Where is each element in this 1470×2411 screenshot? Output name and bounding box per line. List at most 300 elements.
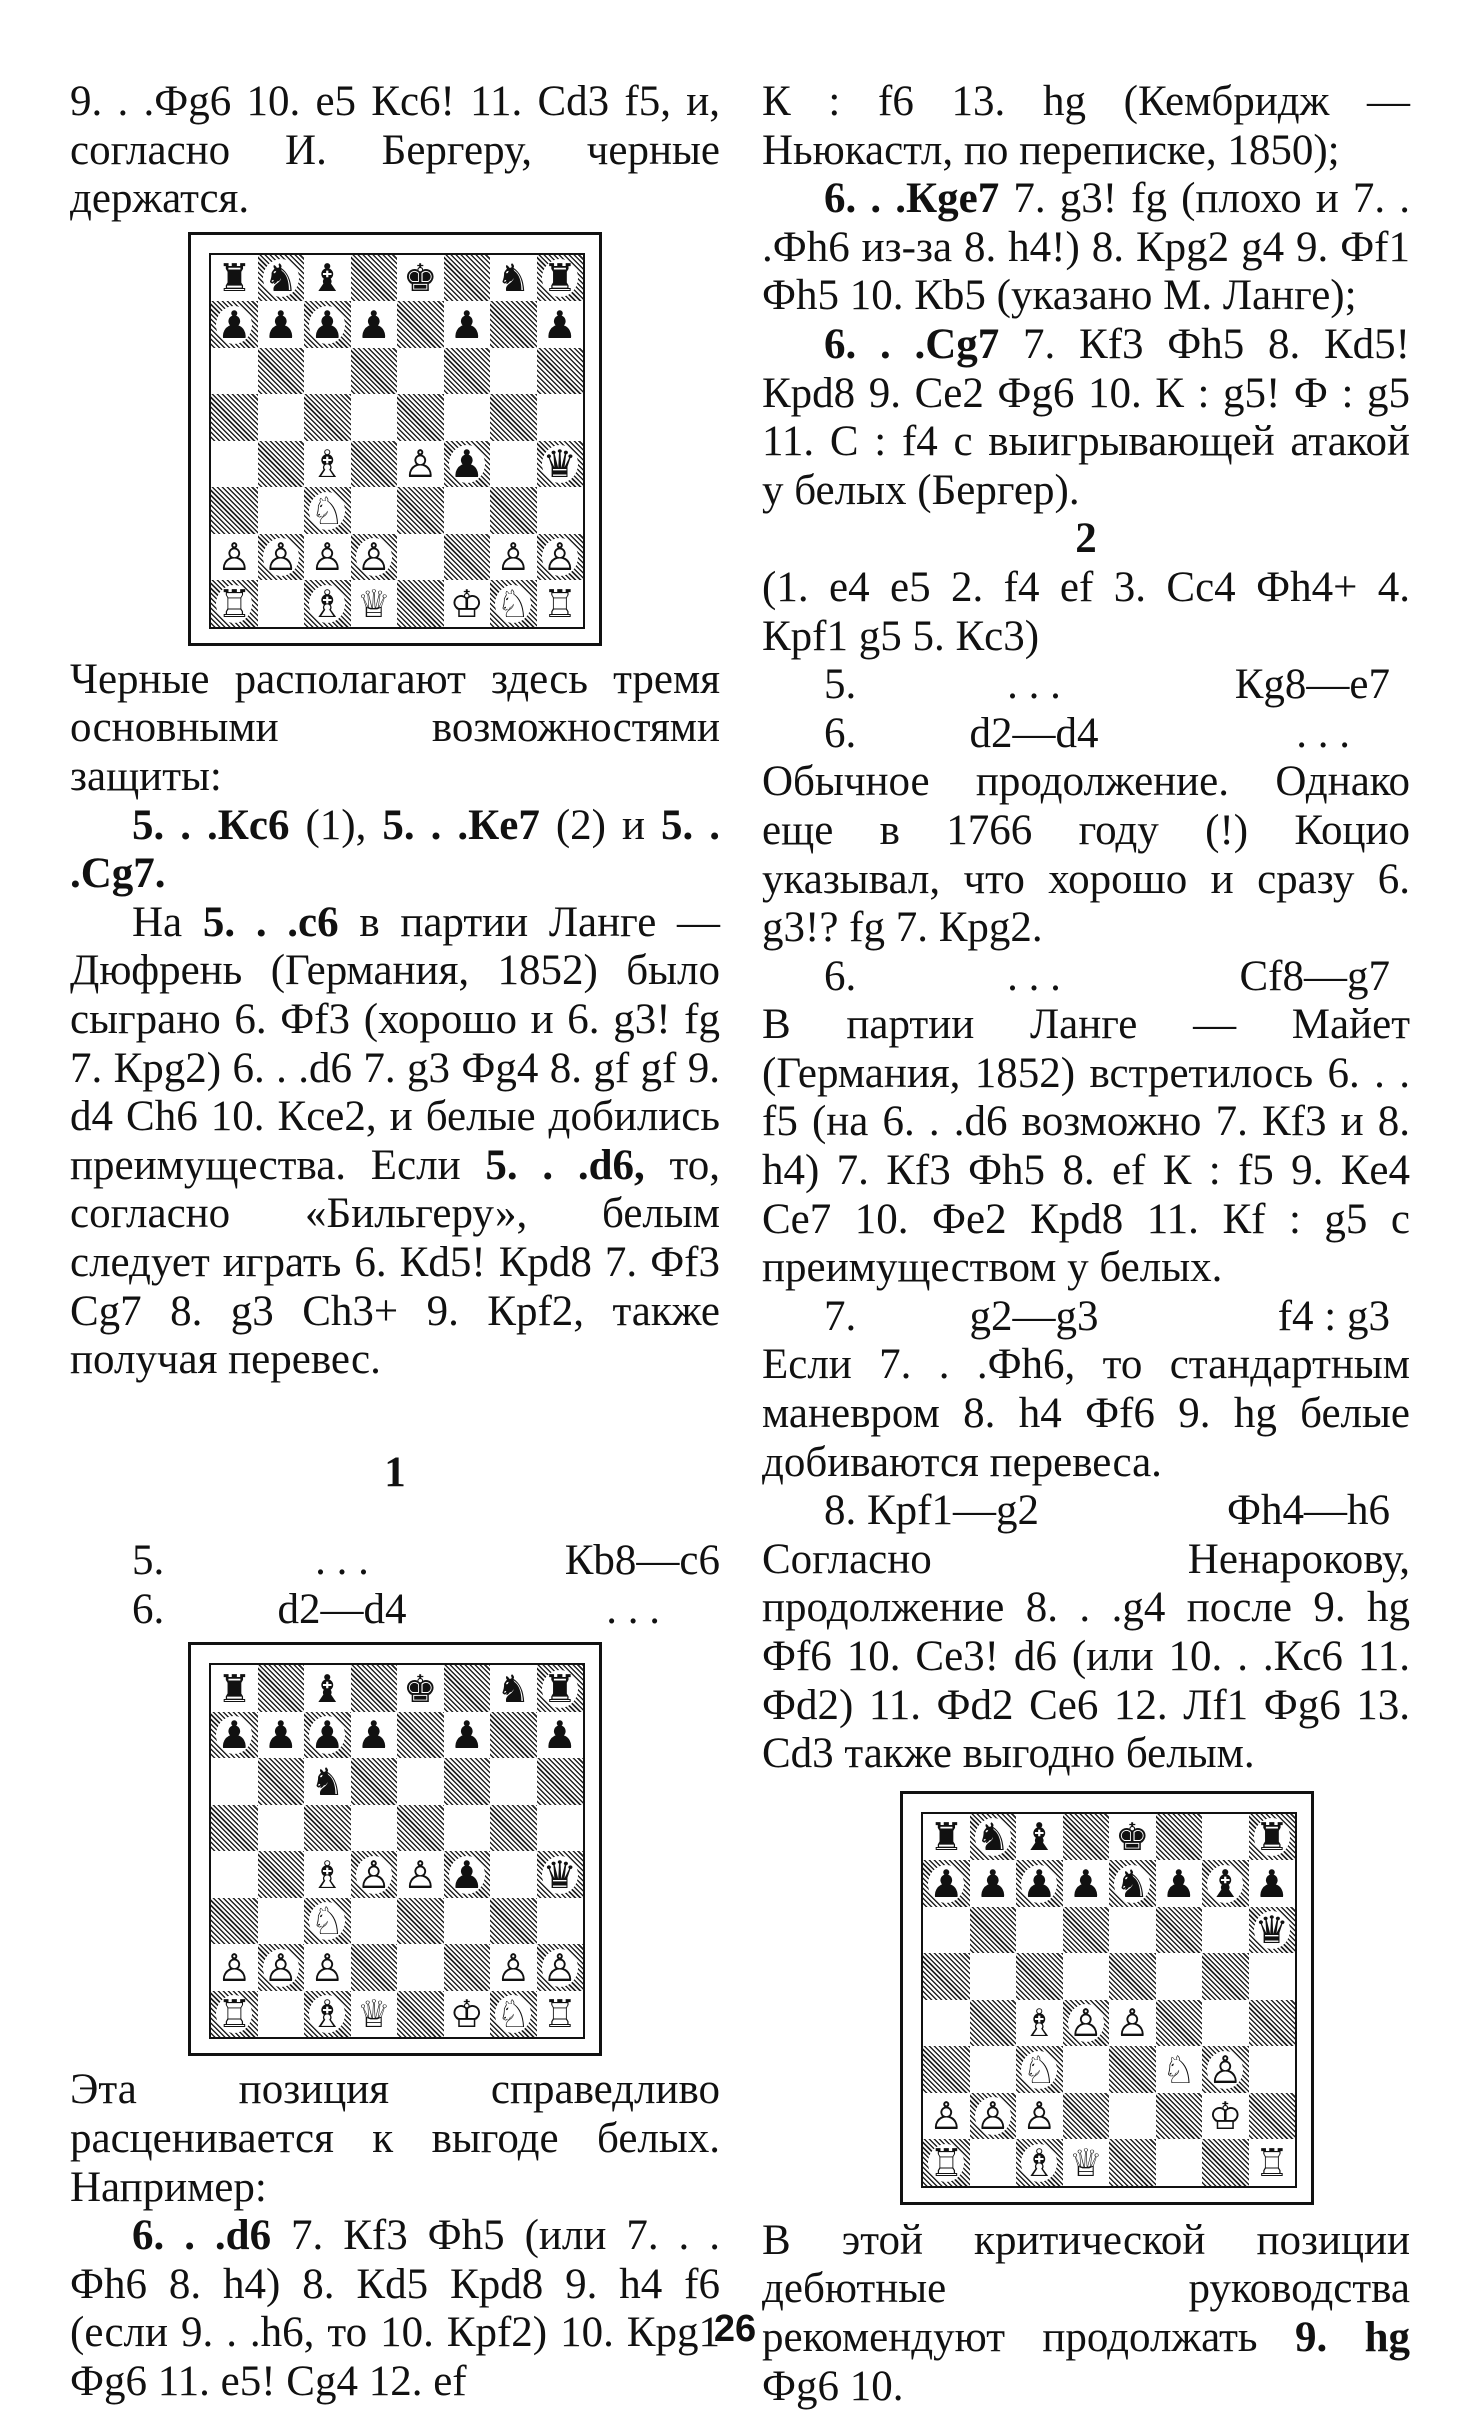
chess-piece: ♙ [929,2094,964,2139]
move-number: 6. [824,709,857,757]
paragraph: В партии Ланге — Майет (Германия, 1852) встретилось 6. . . f5 (на 6. . .d6 возможно 7. Кf3 и 8. h4) 7. Кf3 Фh5 8. ef К : f5 9. Кe4 Ce7 10. Фe2 Кpd8 11. Кf : g5 с преимуществом у белых. [762,1001,1410,1292]
board-square [970,2139,1017,2186]
board-square [258,534,305,581]
board-square [351,1665,398,1712]
paragraph [70,802,720,899]
board-square [304,1805,351,1852]
move-bold: 5. . .Кe7 [382,801,540,849]
board-square [351,1805,398,1852]
chess-piece: ♔ [449,1992,484,2037]
board-square [211,255,258,302]
chess-piece: ♖ [929,2140,964,2185]
board-square [1109,1953,1156,2000]
board-square [1202,2139,1249,2186]
chess-piece: ♟ [1022,1861,1057,1906]
board-square [1063,1860,1110,1907]
chess-piece: ♗ [310,1852,345,1897]
chess-piece: ♕ [356,1992,391,2037]
black-move: Фh4—h6 [1227,1487,1390,1535]
board-square [351,534,398,581]
paragraph [762,175,1410,321]
board-square [1016,1814,1063,1861]
paragraph: (1. e4 e5 2. f4 ef 3. Cc4 Фh4+ 4. Кpf1 g5 5. Кc3) [762,563,1410,660]
white-move: . . . [1007,952,1061,1000]
white-move: 8. Кpf1—g2 [824,1487,1039,1535]
board-square [490,534,537,581]
paragraph: Если 7. . .Фh6, то стандартным маневром 8. h4 Фf6 9. hg белые добиваются перевеса. [762,1341,1410,1486]
paragraph: Обычное продолжение. Однако еще в 1766 году (!) Коцио указывал, что хорошо и сразу 6. g3!? fg 7. Кpg2. [762,758,1410,952]
board-square [970,1860,1017,1907]
board-square [490,487,537,534]
board-square [1202,2093,1249,2140]
board-square [537,487,584,534]
board-square [258,1805,305,1852]
board-square [211,1991,258,2038]
chess-piece: ♔ [1208,2094,1243,2139]
section-number: 2 [1075,515,1097,563]
chess-piece: ♞ [496,256,531,301]
board-square [490,1805,537,1852]
board-square [258,1758,305,1805]
board-square [923,2000,970,2047]
board-square [258,580,305,627]
board-square [397,1758,444,1805]
board-square [351,1991,398,2038]
board-square [211,1944,258,1991]
board-square [1063,1953,1110,2000]
board-square [537,1898,584,1945]
board-square [351,1898,398,1945]
chess-piece: ♟ [1068,1861,1103,1906]
board-square [490,394,537,441]
chess-piece: ♟ [542,1713,577,1758]
board-square [1249,2046,1296,2093]
chess-piece: ♕ [356,581,391,626]
board-square [537,1665,584,1712]
chess-piece: ♜ [542,256,577,301]
board-square [397,348,444,395]
board-square [304,1851,351,1898]
board-square [1016,2046,1063,2093]
board-square [211,487,258,534]
board-square [211,1805,258,1852]
board-square [397,1712,444,1759]
move-number: 5. [132,1537,165,1585]
chess-piece: ♖ [1254,2140,1289,2185]
chess-piece: ♘ [496,581,531,626]
chess-piece: ♟ [449,302,484,347]
chess-piece: ♛ [1254,1908,1289,1953]
board-square [923,2093,970,2140]
board-square [490,441,537,488]
chess-piece: ♚ [1115,1815,1150,1860]
board-square [304,1712,351,1759]
board-square [1202,1907,1249,1954]
chess-piece: ♗ [310,442,345,487]
board-square [258,301,305,348]
move-bold: 9. hg [1294,2313,1410,2361]
board-square [1109,2000,1156,2047]
board-square [923,2139,970,2186]
board-square [444,1991,491,2038]
move-line [762,710,1410,759]
board-square [444,1805,491,1852]
black-move: Кg8—e7 [1234,661,1390,709]
board-square [304,1758,351,1805]
white-move: . . . [315,1537,369,1585]
chess-piece: ♜ [217,1666,252,1711]
board-square [258,348,305,395]
text: В этой критической позиции дебютные руководства рекомендуют продолжать [762,2216,1410,2361]
chess-piece: ♟ [310,302,345,347]
board-square [351,580,398,627]
board-square [351,1944,398,1991]
board-square [970,2093,1017,2140]
board-square [397,441,444,488]
board-square [304,348,351,395]
chess-piece: ♞ [1115,1861,1150,1906]
chess-piece: ♖ [542,581,577,626]
page-number: 26 [713,2308,757,2350]
board-square [1063,2139,1110,2186]
board-square [1156,1907,1203,1954]
move-line [70,1537,720,1586]
board-square [537,1805,584,1852]
board-square [490,1712,537,1759]
text: (2) и [539,801,662,849]
move-line [70,1586,720,1635]
board-square [211,580,258,627]
board-square [1202,2046,1249,2093]
chess-piece: ♞ [975,1815,1010,1860]
chess-piece: ♙ [1022,2094,1057,2139]
board-square [537,580,584,627]
board-square [490,348,537,395]
move-bold: 5. . .Cg7. [70,801,721,898]
board-square [1202,1860,1249,1907]
board-square [211,1665,258,1712]
chess-piece: ♜ [929,1815,964,1860]
board-square [1016,2093,1063,2140]
board-square [397,1898,444,1945]
text: 7. Кf3 Фh5 8. Кd5! Кpd8 9. Ce2 Фg6 10. К : g5! Ф : g5 11. С : f4 с выигрывающей атакой у белых (Бергер). [762,320,1410,514]
board-square [1063,2093,1110,2140]
board-square [444,1944,491,1991]
board-square [304,1991,351,2038]
chess-piece: ♟ [449,442,484,487]
chess-piece: ♙ [263,1945,298,1990]
board-square [490,301,537,348]
white-move: d2—d4 [277,1585,407,1633]
board-square [1156,1860,1203,1907]
chess-diagram-1 [188,232,602,646]
board-square [397,1851,444,1898]
section-number: 1 [384,1448,406,1496]
board-square [537,394,584,441]
chess-piece: ♘ [1161,2047,1196,2092]
board-square [258,1665,305,1712]
board-square [211,534,258,581]
board-square [351,255,398,302]
move-bold: 5. . .Кc6 [132,801,290,849]
board-square [970,1907,1017,1954]
board-square [537,301,584,348]
board-square [537,255,584,302]
chess-piece: ♞ [310,1759,345,1804]
chess-piece: ♘ [310,488,345,533]
chess-piece: ♟ [217,302,252,347]
board-square [537,1991,584,2038]
board-square [1156,2093,1203,2140]
board-square [397,394,444,441]
move-bold: 6. . .Кge7 [824,175,1000,223]
black-move: . . . [1296,709,1350,757]
board-square [1202,2000,1249,2047]
chess-piece: ♖ [217,1992,252,2037]
chess-piece: ♝ [310,1666,345,1711]
board-square [1109,1907,1156,1954]
board-square [1109,2046,1156,2093]
chess-piece: ♙ [403,442,438,487]
board-square [1063,1907,1110,1954]
move-number: 6. [824,952,857,1000]
move-number: 6. [132,1585,165,1633]
chess-piece: ♛ [542,1852,577,1897]
chess-piece: ♛ [542,442,577,487]
chess-piece: ♚ [403,256,438,301]
chess-piece: ♖ [542,1992,577,2037]
chess-piece: ♙ [310,1945,345,1990]
board-square [397,1944,444,1991]
white-move: . . . [1007,661,1061,709]
chess-piece: ♙ [356,1852,391,1897]
move-bold: 6. . .Cg7 [824,320,1000,368]
board-square [490,1944,537,1991]
board-square [351,348,398,395]
black-move: Cf8—g7 [1239,952,1390,1000]
chess-piece: ♜ [1254,1815,1289,1860]
board-square [304,580,351,627]
board-square [490,1898,537,1945]
board-square [1156,2046,1203,2093]
board-square [304,1944,351,1991]
move-bold: 5. . .d6, [485,1141,645,1189]
paragraph [762,321,1410,515]
white-move: g2—g3 [969,1292,1099,1340]
board-square [304,534,351,581]
chess-diagram-2 [188,1642,602,2056]
chess-piece: ♟ [1254,1861,1289,1906]
board-square [211,348,258,395]
board-square [1249,1907,1296,1954]
chess-piece: ♙ [496,1945,531,1990]
board-square [1016,1953,1063,2000]
board-square [444,255,491,302]
chess-piece: ♟ [263,302,298,347]
board-square [397,487,444,534]
board-square [444,1758,491,1805]
board-square [537,1712,584,1759]
board-square [1016,2139,1063,2186]
board-square [1202,1953,1249,2000]
board-square [444,534,491,581]
black-move: . . . [606,1585,660,1633]
paragraph [70,899,720,1385]
board-square [1063,1814,1110,1861]
board-square [397,580,444,627]
paragraph: Согласно Ненарокову, продолжение 8. . .g4 после 9. hg Фf6 10. Ce3! d6 (или 10. . .Кc6 11. Фd2) 11. Фd2 Ce6 12. Лf1 Фg6 13. Cd3 также выгодно белым. [762,1535,1410,1778]
board-square [444,301,491,348]
text: 7. Кf3 Фh5 (или 7. . . Фh6 8. h4) 8. Кd5 Кpd8 9. h4 f6 (если 9. . .h6, то 10. Кpf2) 10. Кpg1 Фg6 11. e5! Cg4 12. ef [70,2212,720,2406]
board-square [211,1758,258,1805]
board-square [258,1944,305,1991]
chess-piece: ♟ [310,1713,345,1758]
board-square [444,1665,491,1712]
chess-piece: ♜ [217,256,252,301]
chess-piece: ♘ [1022,2047,1057,2092]
board-square [1249,1860,1296,1907]
paragraph: 9. . .Фg6 10. e5 Кc6! 11. Cd3 f5, и, согласно И. Бергеру, черные держатся. [70,78,720,223]
chess-piece: ♟ [1161,1861,1196,1906]
chess-board [209,1663,585,2039]
chess-piece: ♞ [496,1666,531,1711]
board-square [923,1814,970,1861]
paragraph: Черные располагают здесь тремя основными возможностями защиты: [70,655,720,800]
chess-piece: ♟ [929,1861,964,1906]
board-square [1109,2093,1156,2140]
board-square [444,348,491,395]
text: (1), [289,801,383,849]
chess-piece: ♗ [1022,2140,1057,2185]
text: 7. g3! fg (плохо и 7. . .Фh6 из-за 8. h4!) 8. Кpg2 g4 9. Фf1 Фh5 10. Кb5 (указано М. Ланге); [762,175,1411,320]
board-square [211,1898,258,1945]
board-square [923,1907,970,1954]
board-square [444,394,491,441]
board-square [304,255,351,302]
board-square [490,1851,537,1898]
board-square [444,487,491,534]
board-square [258,1991,305,2038]
board-square [537,348,584,395]
board-square [258,1898,305,1945]
board-square [397,534,444,581]
black-move: f4 : g3 [1277,1292,1390,1340]
chess-piece: ♙ [310,535,345,580]
chess-piece: ♙ [356,535,391,580]
board-square [211,1712,258,1759]
board-square [970,1814,1017,1861]
board-square [1249,1814,1296,1861]
chess-board [921,1812,1297,2188]
chess-piece: ♟ [542,302,577,347]
board-square [1063,2000,1110,2047]
board-square [970,2000,1017,2047]
chess-piece: ♚ [403,1666,438,1711]
board-square [211,301,258,348]
chess-piece: ♟ [356,302,391,347]
chess-piece: ♙ [263,535,298,580]
move-number: 7. [824,1292,857,1340]
chess-diagram-3 [900,1791,1314,2205]
board-square [304,394,351,441]
chess-piece: ♝ [310,256,345,301]
board-square [490,255,537,302]
chess-piece: ♘ [310,1899,345,1944]
board-square [1249,2093,1296,2140]
board-square [397,1805,444,1852]
move-line [762,953,1410,1002]
chess-piece: ♟ [449,1852,484,1897]
chess-piece: ♟ [217,1713,252,1758]
chess-piece: ♙ [217,1945,252,1990]
board-square [258,394,305,441]
board-square [351,1758,398,1805]
chess-piece: ♙ [975,2094,1010,2139]
board-square [1016,1907,1063,1954]
chess-piece: ♖ [217,581,252,626]
chess-piece: ♟ [975,1861,1010,1906]
board-square [211,1851,258,1898]
board-square [1156,1953,1203,2000]
text: то, согласно «Бильгеру», белым следует играть 6. Кd5! Кpd8 7. Фf3 Cg7 8. g3 Ch3+ 9. Кpf2, также получая перевес. [70,1141,721,1384]
chess-piece: ♙ [542,1945,577,1990]
board-square [537,441,584,488]
text: Фg6 10. [762,2362,904,2410]
board-square [923,2046,970,2093]
board-square [258,487,305,534]
chess-piece: ♝ [1022,1815,1057,1860]
chess-piece: ♙ [1115,2001,1150,2046]
chess-piece: ♙ [1208,2047,1243,2092]
board-square [490,1665,537,1712]
chess-piece: ♙ [217,535,252,580]
chess-piece: ♗ [1022,2001,1057,2046]
move-number: 5. [824,661,857,709]
move-bold: 5. . .c6 [202,898,339,946]
white-move: d2—d4 [969,709,1099,757]
move-line [762,1487,1410,1536]
board-square [537,1944,584,1991]
board-square [351,1851,398,1898]
board-square [397,255,444,302]
board-square [351,1712,398,1759]
board-square [1156,1814,1203,1861]
chess-piece: ♙ [403,1852,438,1897]
board-square [258,1851,305,1898]
paragraph: Эта позиция справедливо расценивается к выгоде белых. Например: [70,2066,720,2211]
board-square [1109,2139,1156,2186]
chess-piece: ♟ [449,1713,484,1758]
board-square [1063,2046,1110,2093]
left-column [70,78,720,2407]
board-square [304,1898,351,1945]
board-square [490,1758,537,1805]
board-square [397,1665,444,1712]
chess-piece: ♙ [1068,2001,1103,2046]
move-line [762,661,1410,710]
text: в партии Ланге — Дюфрень (Германия, 1852) было сыграно 6. Фf3 (хорошо и 6. g3! fg 7. Кpg2) 6. . .d6 7. g3 Фg4 8. gf gf 9. d4 Ch6 10. Кce2, и белые добились преимущества. Если [70,898,720,1189]
board-square [258,441,305,488]
board-square [490,580,537,627]
board-square [258,1712,305,1759]
chess-board [209,253,585,629]
board-square [1202,1814,1249,1861]
chess-piece: ♗ [310,581,345,626]
board-square [397,301,444,348]
move-line [762,1293,1410,1342]
board-square [1156,2000,1203,2047]
chess-piece: ♙ [496,535,531,580]
